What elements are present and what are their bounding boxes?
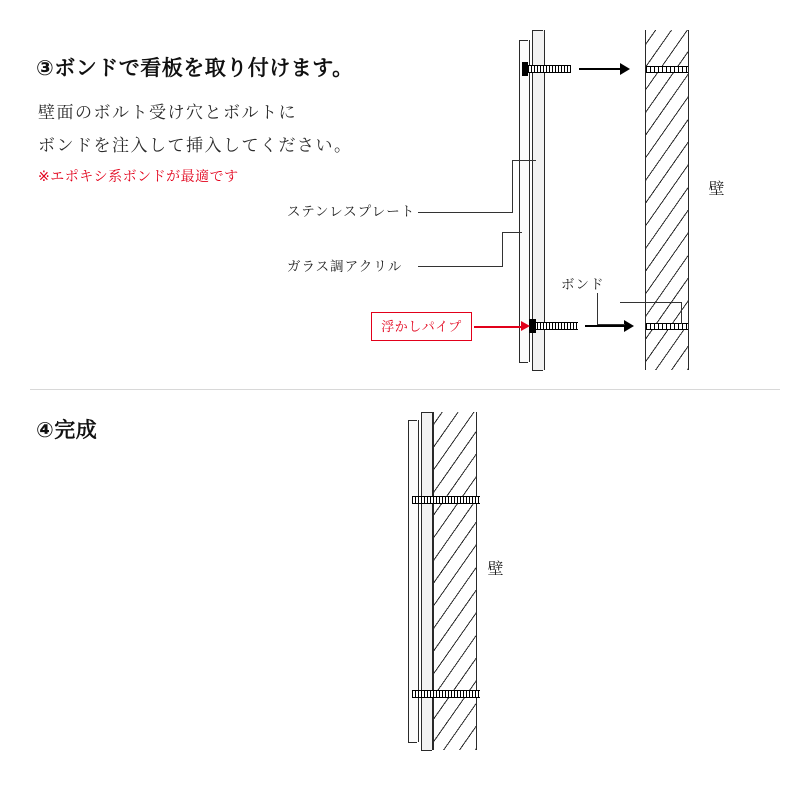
wall-back-line: [688, 30, 689, 370]
plate-top-edge: [532, 30, 543, 31]
step-3-note: ※エポキシ系ボンドが最適です: [38, 168, 239, 184]
step-3-body-line-1: 壁面のボルト受け穴とボルトに: [38, 103, 297, 122]
lower-wall-hole: [646, 323, 688, 330]
bond-leader-vert: [597, 293, 598, 325]
finished-plate-bottom-edge: [421, 750, 432, 751]
bond-leader-vert2: [681, 302, 682, 324]
finished-acrylic-top-edge: [408, 420, 417, 421]
upper-insert-arrow-line: [579, 68, 621, 70]
step-4-heading: ④完成: [36, 419, 98, 442]
callout-bond: ボンド: [561, 277, 605, 292]
stainless-plate-leader: [418, 212, 512, 213]
upper-wall-hole: [646, 66, 688, 73]
lower-bolt-thread: [534, 322, 578, 330]
plate-bottom-edge: [532, 370, 543, 371]
float-pipe-arrow-head: [521, 321, 530, 331]
lower-bolt-head: [529, 319, 536, 333]
callout-glass-acrylic: ガラス調アクリル: [287, 259, 403, 274]
glass-acrylic-leader: [418, 266, 502, 267]
callout-stainless-plate: ステンレスプレート: [287, 204, 416, 219]
upper-insert-arrow-head: [620, 63, 630, 75]
callout-wall-step-4: 壁: [485, 560, 502, 577]
finished-lower-bolt: [412, 690, 480, 698]
glass-acrylic-leader-vert: [502, 232, 503, 267]
acrylic-top-edge: [519, 40, 528, 41]
glass-acrylic-leader-tip: [502, 232, 522, 233]
callout-float-pipe-label: 浮かしパイプ: [381, 319, 462, 334]
stainless-plate-leader-tip: [512, 160, 536, 161]
finished-wall-hatching: [433, 412, 476, 750]
step-3-body-line-2: ボンドを注入して挿入してください。: [38, 136, 353, 155]
finished-upper-bolt: [412, 496, 480, 504]
lower-insert-arrow-head: [624, 320, 634, 332]
callout-float-pipe-box: [371, 312, 472, 341]
callout-wall-step-3: 壁: [706, 180, 723, 197]
stainless-plate-leader-vert: [512, 160, 513, 213]
section-step-3: [0, 0, 810, 388]
bond-leader-horiz: [597, 324, 625, 325]
section-step-4: [0, 390, 810, 810]
lower-insert-arrow-line: [585, 325, 625, 327]
step-3-heading: ③ボンドで看板を取り付けます。: [36, 57, 354, 80]
finished-acrylic-bottom-edge: [408, 742, 417, 743]
acrylic-bottom-edge: [519, 362, 528, 363]
upper-bolt-thread: [525, 65, 571, 73]
finished-wall-back-line: [476, 412, 477, 750]
float-pipe-arrow-line: [474, 326, 522, 328]
upper-bolt-head: [522, 62, 528, 76]
glass-acrylic-shape: [519, 40, 530, 362]
bond-leader-horiz2: [620, 302, 682, 303]
finished-plate-top-edge: [421, 412, 432, 413]
